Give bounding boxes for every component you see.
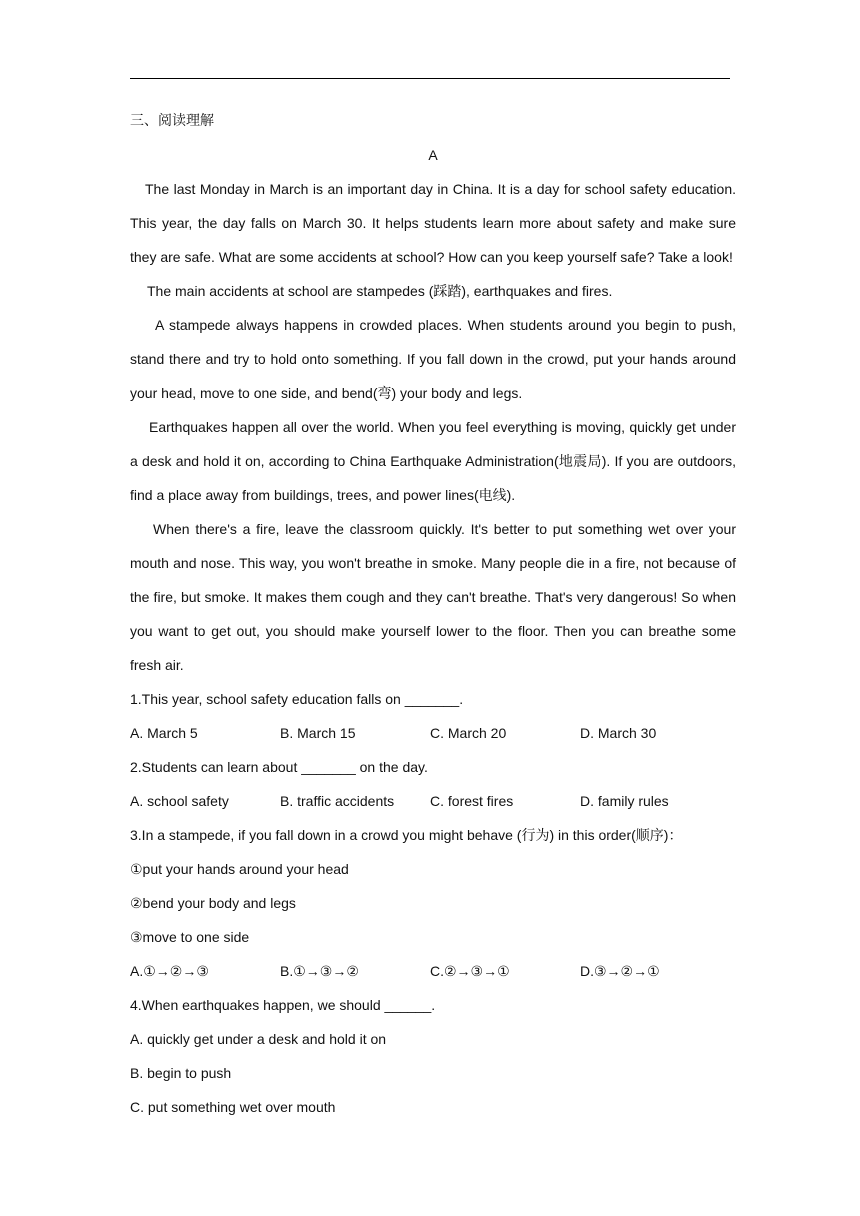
- answer-option-c: C. put something wet over mouth: [130, 1099, 336, 1115]
- answer-option-d: D. family rules: [580, 793, 669, 809]
- passage-line: The main accidents at school are stampedes (踩踏), earthquakes and fires.: [147, 283, 613, 299]
- question-4: [130, 988, 736, 1124]
- question-stem: 4.When earthquakes happen, we should ______.: [130, 997, 436, 1013]
- answer-option-a: A.①→②→③: [130, 963, 209, 979]
- answer-option-b: B. March 15: [280, 725, 356, 741]
- answer-option-d: D.③→②→①: [580, 963, 660, 979]
- answer-option-a: A. school safety: [130, 793, 229, 809]
- header-rule: [130, 78, 730, 79]
- passage-line: your head, move to one side, and bend(弯) your body and legs.: [130, 385, 523, 401]
- answer-option-b: B.①→③→②: [280, 963, 359, 979]
- passage-line: they are safe. What are some accidents at school? How can you keep yourself safe? Take a look!: [130, 249, 733, 265]
- answer-options: [130, 784, 736, 818]
- passage-line: A stampede always happens in crowded places. When students around you begin to push,: [155, 317, 736, 333]
- question-2: [130, 750, 736, 818]
- passage-line: The last Monday in March is an important day in China. It is a day for school safety education.: [145, 181, 736, 197]
- answer-option-c: C.②→③→①: [430, 963, 510, 979]
- answer-option-a: A. quickly get under a desk and hold it on: [130, 1031, 387, 1047]
- question-1: [130, 682, 736, 750]
- passage-line: fresh air.: [130, 657, 184, 673]
- passage-line: This year, the day falls on March 30. It helps students learn more about safety and make sure: [130, 215, 736, 231]
- section-heading: 三、阅读理解: [130, 113, 214, 129]
- order-step-3: ③move to one side: [130, 929, 250, 945]
- order-step-1: ①put your hands around your head: [130, 861, 349, 877]
- question-stem: 3.In a stampede, if you fall down in a crowd you might behave (行为) in this order(顺序)：: [130, 827, 683, 843]
- answer-option-c: C. March 20: [430, 725, 507, 741]
- answer-option-b: B. traffic accidents: [280, 793, 395, 809]
- answer-options: [130, 954, 736, 988]
- passage-title: A: [428, 147, 438, 163]
- answer-options: [130, 716, 736, 750]
- passage-line: find a place away from buildings, trees, and power lines(电线).: [130, 487, 516, 503]
- answer-option-d: D. March 30: [580, 725, 657, 741]
- passage-line: a desk and hold it on, according to China Earthquake Administration(地震局). If you are outdoors,: [130, 453, 736, 469]
- passage-line: When there's a fire, leave the classroom quickly. It's better to put something wet over your: [153, 521, 736, 537]
- passage-line: you want to get out, you should make yourself lower to the floor. Then you can breathe some: [130, 623, 736, 639]
- passage-line: stand there and try to hold onto something. If you fall down in the crowd, put your hands around: [130, 351, 736, 367]
- passage-line: mouth and nose. This way, you won't breathe in smoke. Many people die in a fire, not because of: [130, 555, 736, 571]
- reading-passage: [130, 172, 736, 682]
- passage-line: the fire, but smoke. It makes them cough and they can't breathe. That's very dangerous! So when: [130, 589, 736, 605]
- worksheet-content: [130, 104, 736, 1124]
- question-stem: 1.This year, school safety education falls on _______.: [130, 691, 464, 707]
- question-3: [130, 818, 736, 988]
- answer-option-a: A. March 5: [130, 725, 198, 741]
- question-stem: 2.Students can learn about _______ on the day.: [130, 759, 428, 775]
- answer-option-b: B. begin to push: [130, 1065, 232, 1081]
- passage-line: Earthquakes happen all over the world. When you feel everything is moving, quickly get under: [149, 419, 736, 435]
- answer-option-c: C. forest fires: [430, 793, 514, 809]
- order-step-2: ②bend your body and legs: [130, 895, 296, 911]
